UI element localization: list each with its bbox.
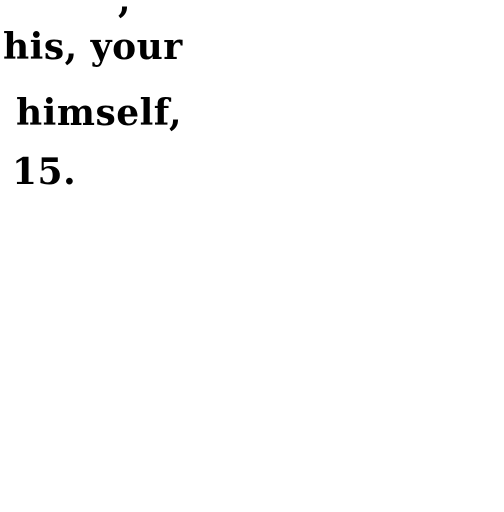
text-line-3: 15.	[12, 151, 77, 193]
cropped-text-fragment: ,	[118, 0, 131, 21]
text-line-1: his, your	[3, 26, 183, 68]
text-line-2: himself,	[16, 92, 183, 134]
